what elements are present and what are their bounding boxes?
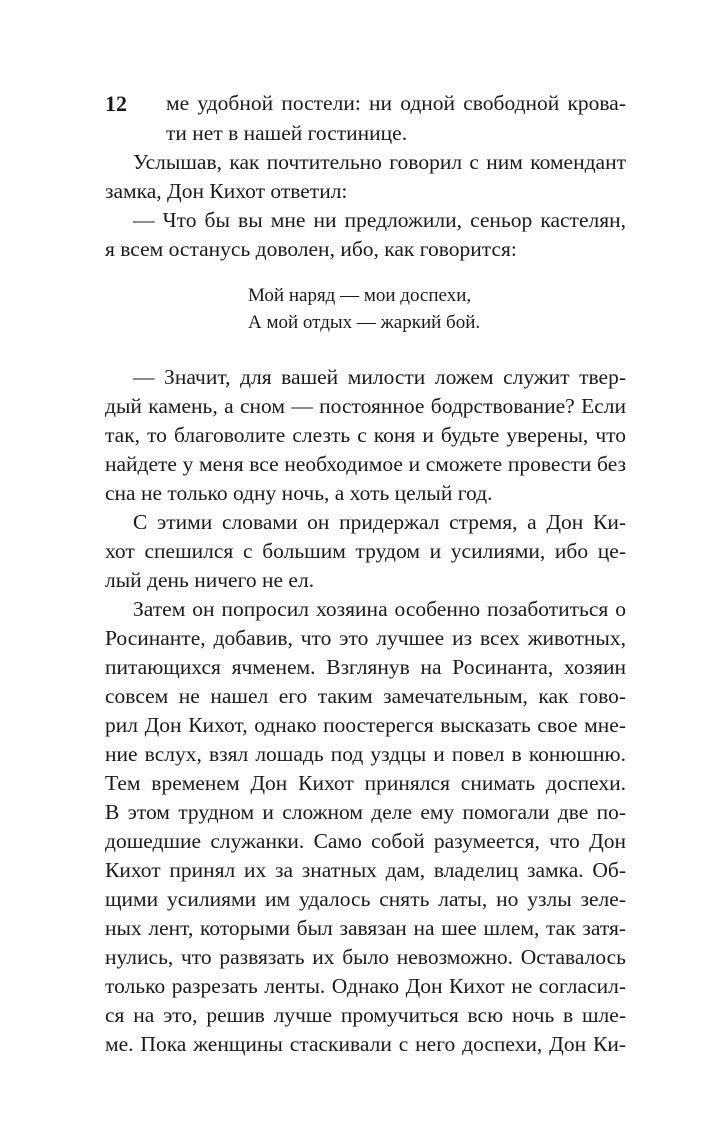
- text-line: ме. Пока женщины стаскивали с него доспехи, Дон Ки-: [105, 1032, 626, 1056]
- text-line: Услышав, как почтительно говорил с ним комендант: [133, 150, 626, 174]
- text-line: — Что бы вы мне ни предложили, сеньор кастелян,: [133, 208, 626, 232]
- verse-line: А мой отдых — жаркий бой.: [248, 312, 481, 333]
- text-line: ти нет в нашей гостинице.: [166, 121, 408, 145]
- text-line: нулись, что развязать их было невозможно. Оставалось: [105, 945, 626, 969]
- text-line: В этом трудном и сложном деле ему помогали две по-: [105, 800, 626, 824]
- text-line: дый камень, а сном — постоянное бодрствование? Если: [105, 394, 626, 418]
- text-line: замка, Дон Кихот ответил:: [105, 179, 348, 203]
- page-number: 12: [105, 91, 127, 116]
- text-line: ме удобной постели: ни одной свободной крова-: [166, 91, 626, 115]
- text-line: дошедшие служанки. Само собой разумеется, что Дон: [105, 829, 626, 853]
- text-line: ся на это, решив лучше промучиться всю ночь в шле-: [105, 1003, 626, 1027]
- text-line: так, то благоволите слезть с коня и будьте уверены, что: [105, 423, 626, 447]
- verse-line: Мой наряд — мои доспехи,: [248, 285, 472, 306]
- text-line: хот спешился с большим трудом и усилиями, ибо це-: [105, 539, 626, 563]
- text-line: ных лент, которыми был завязан на шее шлем, так затя-: [105, 916, 626, 940]
- text-line: сна не только одну ночь, а хоть целый год.: [105, 481, 493, 505]
- text-line: щими усилиями им удалось снять латы, но узлы зеле-: [105, 887, 626, 911]
- text-line: рил Дон Кихот, однако поостерегся высказать свое мне-: [105, 713, 626, 737]
- text-line: питающихся ячменем. Взглянув на Росинанта, хозяин: [105, 655, 626, 679]
- text-line: ние вслух, взял лошадь под уздцы и повел в конюшню.: [105, 742, 626, 766]
- text-line: Кихот принял их за знатных дам, владелиц замка. Об-: [105, 858, 626, 882]
- text-line: Тем временем Дон Кихот принялся снимать доспехи.: [105, 771, 626, 795]
- text-line: найдете у меня все необходимое и сможете провести без: [105, 452, 626, 476]
- text-line: С этими словами он придержал стремя, а Дон Ки-: [133, 510, 626, 534]
- text-line: Затем он попросил хозяина особенно позаботиться о: [133, 597, 626, 621]
- text-line: я всем останусь доволен, ибо, как говорится:: [105, 237, 517, 261]
- text-line: лый день ничего не ел.: [105, 568, 315, 592]
- text-line: Росинанте, добавив, что это лучшее из всех животных,: [105, 626, 626, 650]
- text-line: только разрезать ленты. Однако Дон Кихот не согласил-: [105, 974, 626, 998]
- text-line: — Значит, для вашей милости ложем служит твер-: [133, 365, 626, 389]
- text-line: совсем не нашел его таким замечательным, как гово-: [105, 684, 626, 708]
